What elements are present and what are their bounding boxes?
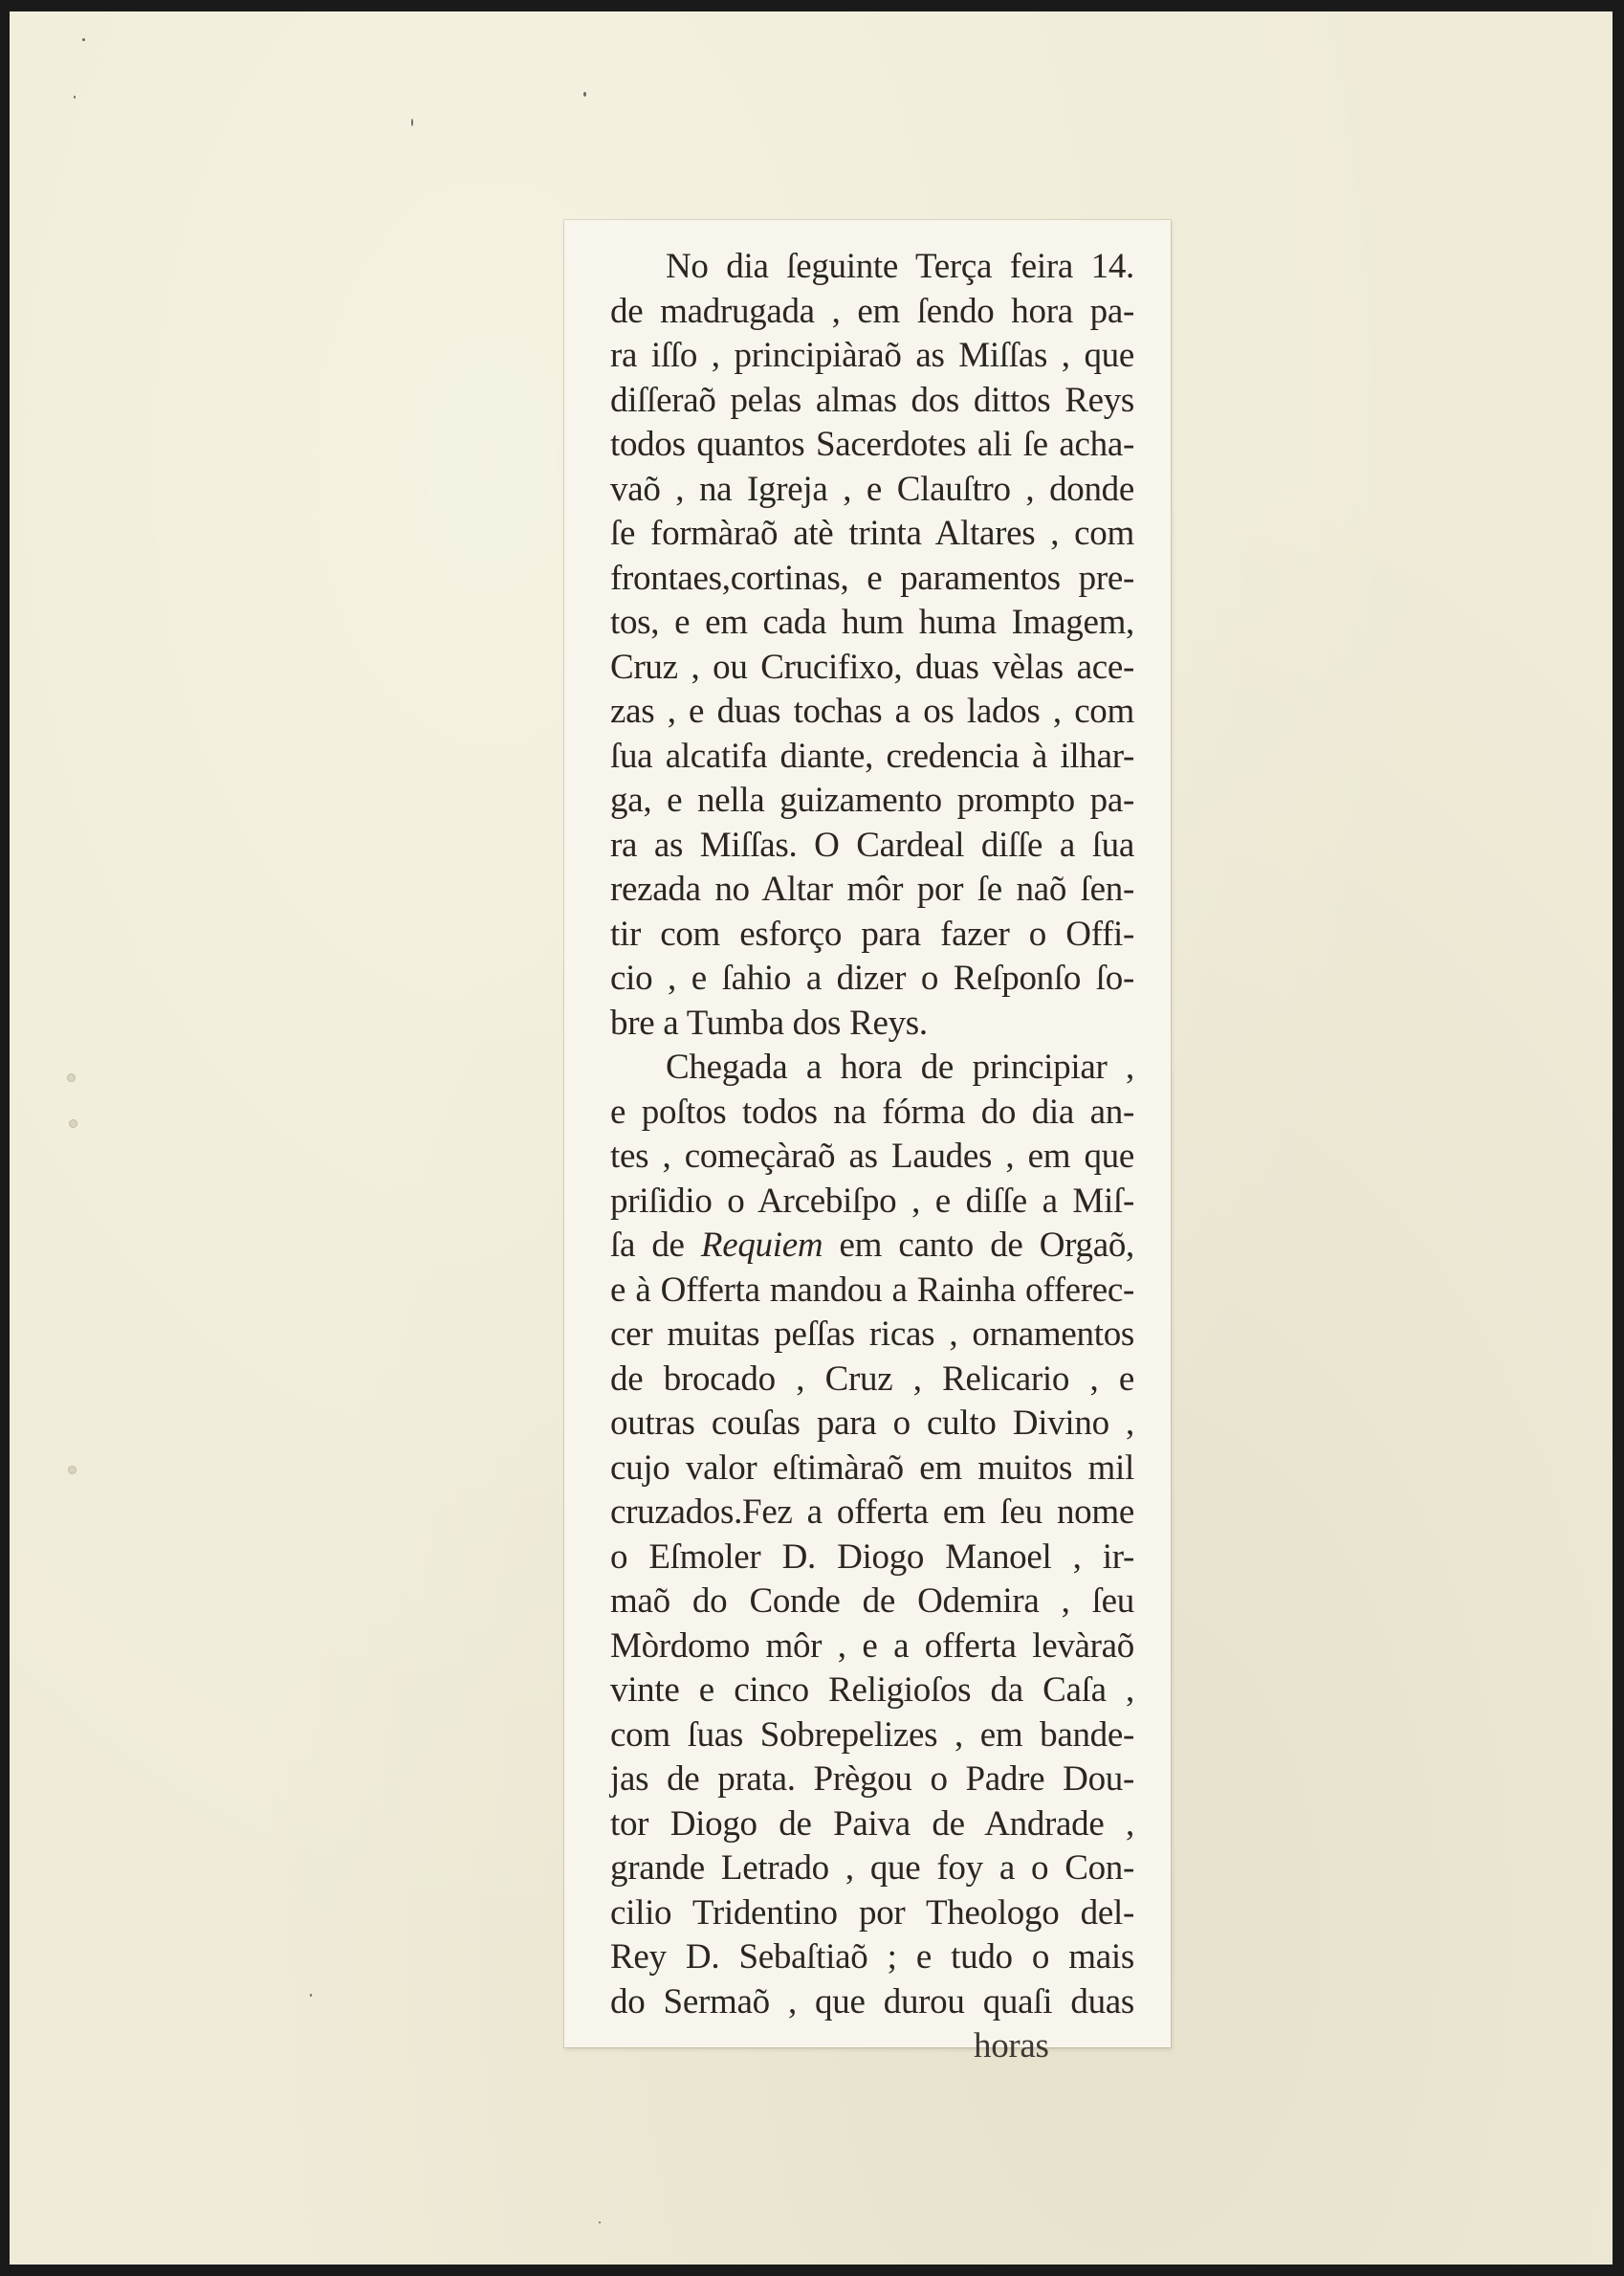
text-line: jas de prata. Prègou o Padre Dou-	[610, 1759, 1134, 1799]
text-line: de madrugada , em ſendo hora pa-	[610, 291, 1134, 331]
text-line: tos, e em cada hum huma Imagem,	[610, 603, 1134, 642]
paragraph-1	[610, 245, 1134, 1046]
text-line: ſua alcatifa diante, credencia à ilhar-	[610, 736, 1134, 776]
text-line: Mòrdomo môr , e a offerta levàraõ	[610, 1625, 1134, 1666]
text-line: tes , começàraõ as Laudes , em que	[610, 1137, 1134, 1176]
text-line-cut: horas	[974, 2026, 1049, 2066]
text-line: cruzados.Fez a offerta em ſeu nome	[610, 1492, 1134, 1532]
text-line: maõ do Conde de Odemira , ſeu	[610, 1581, 1134, 1621]
text-line: cujo valor eſtimàraõ em muitos mil	[610, 1447, 1134, 1488]
text-line: Rey D. Sebaſtiaõ ; e tudo o mais	[610, 1937, 1134, 1977]
binding-hole	[68, 1466, 77, 1474]
text-line: e à Offerta mandou a Rainha offerec-	[610, 1270, 1134, 1310]
text-line: zas , e duas tochas a os lados , com	[610, 692, 1134, 731]
binding-hole	[69, 1119, 77, 1128]
paper-speck	[583, 92, 586, 97]
text-line: bre a Tumba dos Reys.	[610, 1003, 928, 1043]
text-line: priſidio o Arcebiſpo , e diſſe a Miſ-	[610, 1181, 1134, 1221]
text-line: rezada no Altar môr por ſe naõ ſen-	[610, 870, 1134, 909]
text-line: tir com esforço para fazer o Offi-	[610, 914, 1134, 954]
text-line: ra as Miſſas. O Cardeal diſſe a ſua	[610, 825, 1134, 865]
text-line: outras couſas para o culto Divino ,	[610, 1403, 1134, 1443]
text-line: do Sermaõ , que durou quaſi duas	[610, 1981, 1134, 2022]
text-line: vinte e cinco Religioſos da Caſa ,	[610, 1670, 1134, 1710]
paper-speck	[74, 96, 76, 99]
text-line: ra iſſo , principiàraõ as Miſſas , que	[610, 336, 1134, 375]
text-line: vaõ , na Igreja , e Clauſtro , donde	[610, 469, 1134, 509]
text-line: cio , e ſahio a dizer o Reſponſo ſo-	[610, 959, 1134, 998]
text-line: frontaes,cortinas, e paramentos pre-	[610, 558, 1134, 598]
text-fragment: em canto de Orgaõ,	[839, 1226, 1134, 1265]
text-line: grande Letrado , que foy a o Con-	[610, 1848, 1134, 1888]
text-line: todos quantos Sacerdotes ali ſe acha-	[610, 425, 1134, 464]
text-line: diſſeraõ pelas almas dos dittos Reys	[610, 380, 1134, 420]
paper-speck	[82, 38, 85, 41]
text-line: tor Diogo de Paiva de Andrade ,	[610, 1803, 1134, 1844]
paper-speck	[310, 1994, 312, 1997]
text-line-with-italic	[610, 1224, 1134, 1269]
paper-speck	[411, 119, 413, 126]
text-line: o Eſmoler D. Diogo Manoel , ir-	[610, 1536, 1134, 1577]
text-line: cer muitas peſſas ricas , ornamentos	[610, 1315, 1134, 1354]
text-line: Chegada a hora de principiar ,	[666, 1048, 1134, 1087]
italic-term: Requiem	[700, 1226, 823, 1265]
text-fragment: ſa de	[610, 1226, 685, 1265]
text-line: ſe formàraõ atè trinta Altares , com	[610, 514, 1134, 553]
text-line: ga, e nella guizamento prompto pa-	[610, 781, 1134, 820]
paper-speck	[599, 2221, 601, 2223]
text-line: Cruz , ou Crucifixo, duas vèlas ace-	[610, 647, 1134, 687]
paragraph-2	[610, 1046, 1134, 2066]
text-line: cilio Tridentino por Theologo del-	[610, 1892, 1134, 1933]
text-line: e poſtos todos na fórma do dia an-	[610, 1092, 1134, 1132]
paper-sheet	[10, 11, 1613, 2265]
text-column	[610, 245, 1134, 2066]
printed-clipping	[564, 220, 1171, 2066]
text-line: No dia ſeguinte Terça feira 14.	[666, 247, 1134, 286]
binding-hole	[67, 1073, 76, 1082]
text-line: com ſuas Sobrepelizes , em bande-	[610, 1714, 1134, 1755]
text-line: de brocado , Cruz , Relicario , e	[610, 1359, 1134, 1399]
